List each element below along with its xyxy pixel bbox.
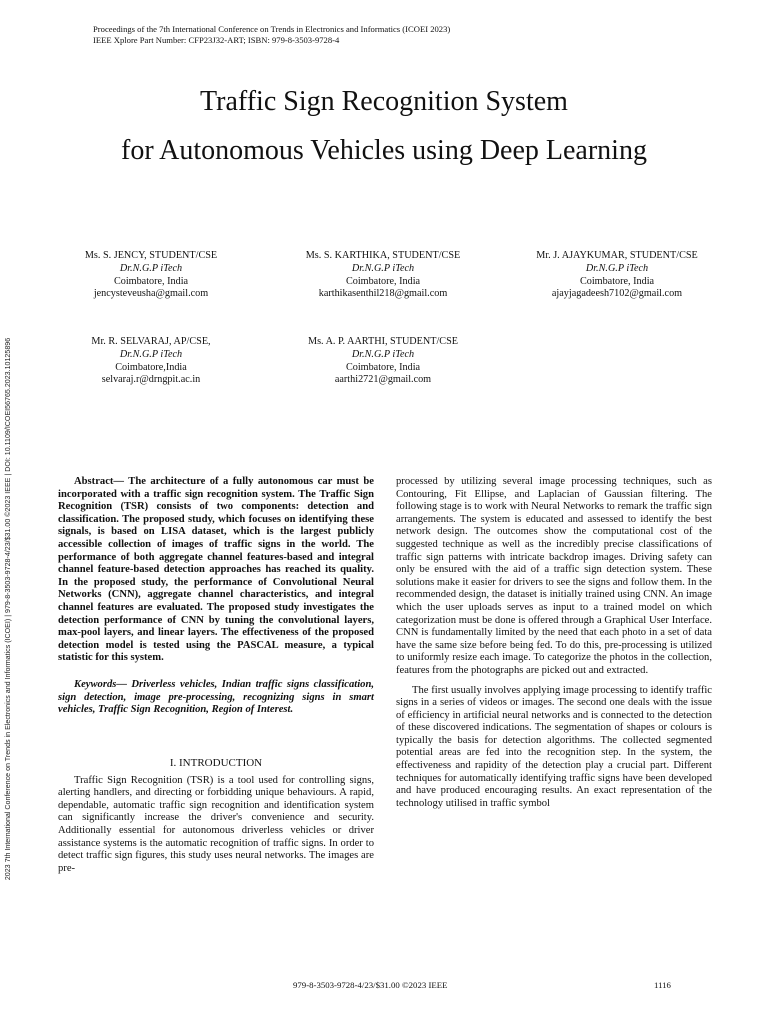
abstract: Abstract— The architecture of a fully autonomous car must be incorporated with a traffic sign recognition system. The Traffic Sign Recognition (TSR) consists of two components: detection and classification. The proposed study, which focuses on identifying these signals, is based on LISA dataset, which is the largest publicly accessible collection of images of traffic signs in the world. The performance of both aggregate channel features-based and integral channel feature-based detection approaches has reached its quality. In the proposed study, the performance of Convolutional Neural Networks (CNN), aggregate channel characteristics, and integral channel features are evaluated. The proposed study investigates the detection performance of CNN by tuning the convolutional layers, max-pool layers, and linear layers. The effectiveness of the proposed detection model is tested using the PASCAL measure, a typical statistic for this system. [58,476,374,664]
proceedings-header [93,24,450,46]
left-column [58,476,374,875]
author-location: Coimbatore, India [113,275,189,287]
author-name: Mr. J. AJAYKUMAR, STUDENT/CSE [536,250,698,261]
author-email: ajayjagadeesh7102@gmail.com [551,288,683,300]
author-email: karthikasenthil218@gmail.com [318,288,448,300]
keywords: Keywords— Driverless vehicles, Indian traffic signs classification, sign detection, image pre-processing, recognizing signs in smart vehicles, Traffic Sign Recognition, Region of Interest. [58,678,374,716]
header-line-isbn: IEEE Xplore Part Number: CFP23J32-ART; ISBN: 979-8-3503-9728-4 [93,35,340,45]
author-name: Mr. R. SELVARAJ, AP/CSE, [91,336,211,347]
paper-title-line-2: for Autonomous Vehicles using Deep Learning [121,135,647,166]
author-block [36,336,266,387]
author-location: Coimbatore, India [579,275,655,287]
author-name: Ms. S. KARTHIKA, STUDENT/CSE [305,250,461,261]
author-email: aarthi2721@gmail.com [334,374,432,386]
author-name: Ms. A. P. AARTHI, STUDENT/CSE [308,336,458,347]
author-location: Coimbatore,India [115,361,187,373]
page-number: 1116 [654,980,671,990]
author-affiliation: Dr.N.G.P iTech [119,348,183,360]
body-paragraph: The first usually involves applying image processing to identify traffic signs in a series of videos or images. The second one deals with the issue of efficiency in artificial neural networks and is connected to the detection of these discovered indications. The segmentation of shapes or colours is typically the basis for detection algorithms. The collected segmented potential areas are fed into the recognition step. In the system, the effectiveness and rapidity of the detection play a crucial part. Different techniques for automatically identifying traffic signs have been developed and have produced encouraging results. An exact representation of the technology utilised in traffic symbol [396,684,712,809]
author-location: Coimbatore, India [345,275,421,287]
author-name: Ms. S. JENCY, STUDENT/CSE [84,250,218,261]
author-affiliation: Dr.N.G.P iTech [585,262,649,274]
author-block [36,250,266,301]
doi-sidebar-text: 2023 7th International Conference on Trends in Electronics and Informatics (ICOEI) | 979-8-3503-9728-4/23/$31.00 ©2023 IEEE | DOI: 10.1109/ICOEI56765.2023.10125896 [4,337,12,881]
section-heading-introduction: I. INTRODUCTION [169,756,263,769]
author-affiliation: Dr.N.G.P iTech [351,348,415,360]
header-line-conference: Proceedings of the 7th International Conference on Trends in Electronics and Informatics (ICOEI 2023) [93,24,451,34]
author-email: jencysteveusha@gmail.com [93,288,209,300]
body-paragraph: processed by utilizing several image processing techniques, such as Contouring, Fit Ellipse, and Laplacian of Gaussian filtering. The following stage is to work with Neural Networks to remark the traffic sign arrangements. The system is educated and assessed to identify the best network design. The outcomes show the computational cost of the suggested technique as well as the incredibly precise classifications of traffic sign patterns with intricate backdrop images. Driving safety can only be ensured with the aid of a traffic sign detection system. These solutions make it easier for drivers to see the signs and follow them. In the recommended design, the dataset is initially trained using CNN. An image which the user uploads serves as input to a trained model on which categorization must be done is offered through a Graphical User Interface. CNN is fundamentally limited by the need that each photo in a set of data have the same size before being fed. To do this, pre-processing is utilized to uniformly resize each image. To categorize the photos in the collection, features from the photographs are picked out and extracted. [396,476,712,676]
doi-sidebar [0,268,16,950]
author-email: selvaraj.r@drngpit.ac.in [101,374,201,386]
author-block [502,250,732,301]
author-location: Coimbatore, India [345,361,421,373]
right-column [396,476,712,810]
author-affiliation: Dr.N.G.P iTech [351,262,415,274]
author-block [268,336,498,387]
author-block [268,250,498,301]
paper-title-line-1: Traffic Sign Recognition System [200,86,568,117]
author-affiliation: Dr.N.G.P iTech [119,262,183,274]
intro-paragraph: Traffic Sign Recognition (TSR) is a tool used for controlling signs, alerting handlers, and directing or forbidding unique behaviours. A rapid, dependable, automatic traffic sign recognition and identification system can significantly increase the driver's convenience and security. Additionally essential for autonomous driverless vehicles or driver assistance systems is the automatic recognition of traffic signs. In order to detect traffic sign figures, this study uses neural networks. The images are pre- [58,774,374,874]
footer-copyright: 979-8-3503-9728-4/23/$31.00 ©2023 IEEE [293,980,448,990]
